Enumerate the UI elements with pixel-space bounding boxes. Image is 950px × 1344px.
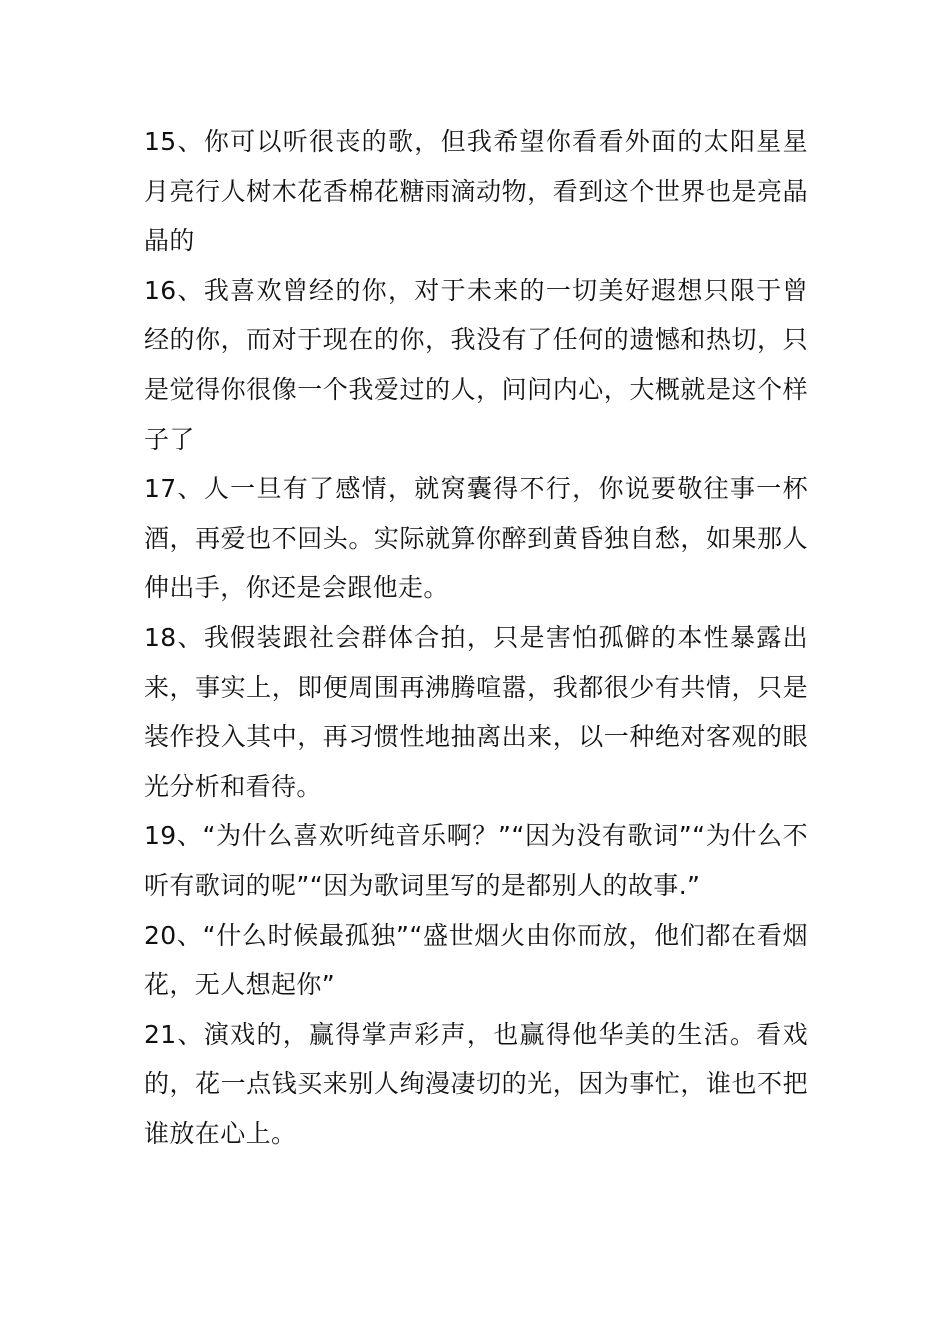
entry-15: 15、你可以听很丧的歌，但我希望你看看外面的太阳星星月亮行人树木花香棉花糖雨滴动物，看到这个世界也是亮晶晶的	[144, 127, 808, 256]
entry-21: 21、演戏的，赢得掌声彩声，也赢得他华美的生活。看戏的，花一点钱买来别人绚漫凄切的光，因为事忙，谁也不把谁放在心上。	[144, 1019, 808, 1148]
entry-20: 20、“什么时候最孤独”“盛世烟火由你而放，他们都在看烟花，无人想起你”	[144, 920, 808, 1000]
document-body	[144, 117, 808, 1158]
entry-18: 18、我假装跟社会群体合拍，只是害怕孤僻的本性暴露出来，事实上，即便周围再沸腾喧嚣，我都很少有共情，只是装作投入其中，再习惯性地抽离出来，以一种绝对客观的眼光分析和看待。	[144, 622, 808, 801]
entry-19: 19、“为什么喜欢听纯音乐啊？”“因为没有歌词”“为什么不听有歌词的呢”“因为歌词里写的是都别人的故事.”	[144, 821, 808, 900]
entry-17: 17、人一旦有了感情，就窝囊得不行，你说要敬往事一杯酒，再爱也不回头。实际就算你醉到黄昏独自愁，如果那人伸出手，你还是会跟他走。	[144, 474, 808, 603]
entry-16: 16、我喜欢曾经的你，对于未来的一切美好遐想只限于曾经的你，而对于现在的你，我没有了任何的遗憾和热切，只是觉得你很像一个我爱过的人，问问内心，大概就是这个样子了	[144, 275, 808, 454]
